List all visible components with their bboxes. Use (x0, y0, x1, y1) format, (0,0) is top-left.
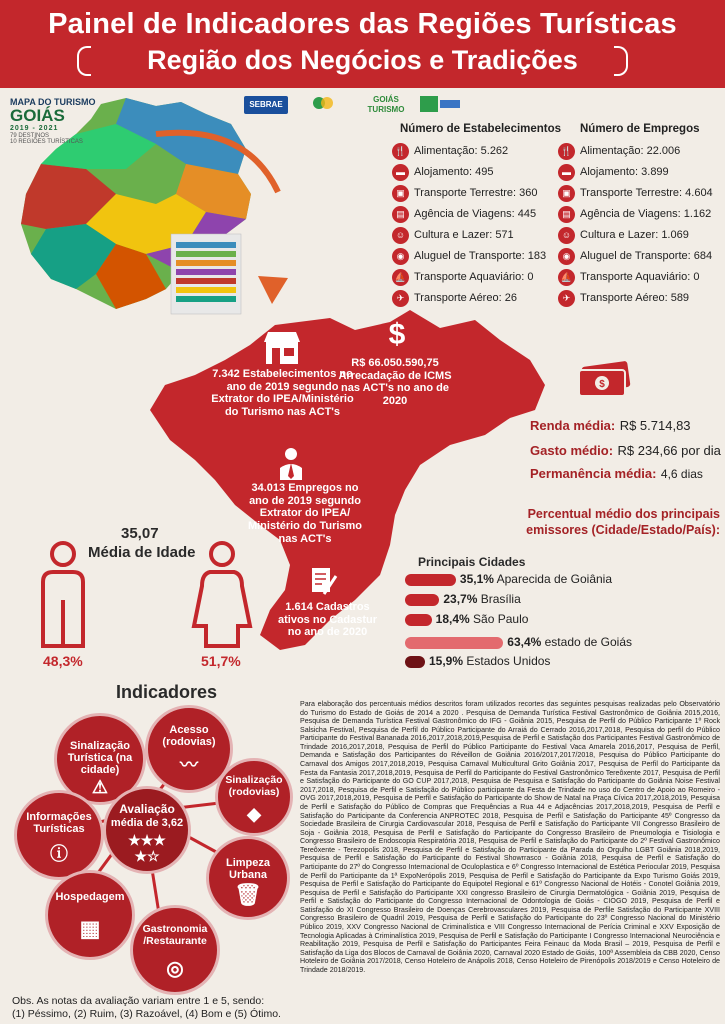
jobs-item (558, 226, 689, 244)
indicator-gastronomia-label: Gastronomia /Restaurante (142, 923, 208, 947)
indicators-obs-line2: (1) Péssimo, (2) Ruim, (3) Razoável, (4) Bom e (5) Ótimo. (12, 1008, 281, 1021)
sebrae-logo: SEBRAE (244, 96, 288, 114)
map-label-years: 2019 - 2021 (10, 125, 59, 133)
fork-knife-icon: 🍴 (558, 143, 575, 160)
warning-sign-icon: ⚠ (91, 777, 109, 797)
observatorio-logo (311, 94, 335, 112)
establishments-item (392, 184, 538, 202)
jobs-item-label: Agência de Viagens: 1.162 (580, 208, 712, 220)
permanencia-media (530, 465, 703, 483)
emitters-title (505, 507, 720, 538)
establishments-item-label: Alimentação: 5.262 (414, 145, 509, 157)
hotel-building-icon: ▦ (79, 916, 101, 941)
indicator-gastronomia (130, 905, 220, 995)
jobs-total-text: 34.013 Empregos no ano de 2019 segundo Extrator do IPEA/ Ministério do Turismo nas ACT's (247, 482, 363, 545)
country-name: Estados Unidos (463, 654, 551, 668)
indicator-informacoes (14, 790, 104, 880)
jobs-item-label: Transporte Aquaviário: 0 (580, 271, 700, 283)
emitters-title-line1: Percentual médio dos principais (527, 507, 720, 521)
tourism-map (6, 94, 296, 322)
form-pen-icon (310, 566, 338, 596)
indicator-limpeza-label: Limpeza Urbana (225, 857, 270, 882)
suitcase-icon: ▤ (558, 206, 575, 223)
map-label-regioes: 10 REGIÕES TURÍSTICAS (10, 138, 83, 145)
cities-title: Principais Cidades (418, 555, 526, 569)
gasto-medio (530, 442, 721, 460)
trash-can-icon: 🗑 (234, 882, 262, 907)
plane-icon: ✈ (392, 290, 409, 307)
establishments-item (392, 142, 508, 160)
establishments-item (392, 247, 546, 265)
female-figure-icon (190, 540, 254, 650)
male-figure-icon (33, 540, 93, 650)
jobs-item (558, 142, 680, 160)
map-label-goias: GOIÁS (10, 106, 65, 126)
evaluation-label: Avaliação (119, 802, 175, 816)
road-icon: 〰 (180, 755, 198, 775)
indicators-obs (12, 995, 281, 1021)
car-icon: ◉ (558, 248, 575, 265)
jobs-item-label: Alimentação: 22.006 (580, 145, 681, 157)
indicator-hospedagem-label: Hospedagem (55, 891, 125, 903)
indicator-informacoes-label: Informações Turísticas (26, 811, 92, 836)
store-icon (262, 330, 302, 366)
city-1-name: Brasília (477, 592, 521, 606)
indicator-acesso-label: Acesso (rodovias) (162, 724, 216, 749)
theater-icon: ☺ (558, 227, 575, 244)
cadastur-text: 1.614 Cadastros ativos no Cadastur no ano de 2020 (277, 601, 378, 639)
boat-icon: ⛵ (558, 269, 575, 286)
establishments-item (392, 163, 494, 181)
plate-cutlery-icon: ◎ (166, 958, 184, 980)
country-percent: 15,9% (429, 654, 464, 668)
bus-icon: ▣ (558, 185, 575, 202)
jobs-item (558, 163, 669, 181)
renda-label: Renda média: (530, 418, 616, 433)
establishments-item-label: Alojamento: 495 (414, 166, 494, 178)
jobs-item (558, 184, 713, 202)
goias-turismo-logo: GOIÁS TURISMO (367, 95, 405, 114)
map-title-block (10, 98, 96, 145)
establishments-item (392, 205, 536, 223)
renda-media (530, 417, 691, 435)
road-sign-icon: ◆ (247, 804, 261, 824)
svg-text:$: $ (599, 379, 605, 390)
establishments-list (392, 142, 562, 312)
gasto-value: R$ 234,66 por dia (617, 443, 721, 458)
establishments-item-label: Transporte Aéreo: 26 (414, 292, 517, 304)
establishments-item-label: Transporte Aquaviário: 0 (414, 271, 534, 283)
city-1-percent: 23,7% (443, 592, 478, 606)
indicator-sinalizacao-turistica-label: Sinalização Turística (na cidade) (67, 740, 133, 777)
star-rating-icon: ★★★ (128, 832, 166, 848)
female-percent: 51,7% (201, 653, 241, 669)
establishments-title: Número de Estabelecimentos (400, 123, 562, 135)
jobs-list (558, 142, 723, 312)
indicators-obs-line1: Obs. As notas da avaliação variam entre 1 e 5, sendo: (12, 995, 265, 1007)
indicator-hospedagem (45, 870, 135, 960)
establishments-total-text: 7.342 Estabelecimentos no ano de 2019 segundo Extrator do IPEA/Ministério do Turismo nas ACT's (211, 368, 354, 418)
male-percent: 48,3% (43, 653, 83, 669)
gasto-label: Gasto médio: (530, 443, 614, 458)
fork-knife-icon: 🍴 (392, 143, 409, 160)
indicator-avaliacao-center (103, 786, 191, 874)
bed-icon: ▬ (558, 164, 575, 181)
icms-text: R$ 66.050.590,75 Arrecadação de ICMS nas ACT's no ano de 2020 (338, 357, 452, 407)
boat-icon: ⛵ (392, 269, 409, 286)
establishments-item (392, 268, 533, 286)
plane-icon: ✈ (558, 290, 575, 307)
jobs-item-label: Aluguel de Transporte: 684 (580, 250, 713, 262)
indicator-sinalizacao-rodovias-label: Sinalização (rodovias) (225, 774, 283, 798)
suitcase-icon: ▤ (392, 206, 409, 223)
jobs-item-label: Transporte Terrestre: 4.604 (580, 187, 713, 199)
header-banner (0, 0, 725, 88)
jobs-title: Número de Empregos (580, 123, 700, 135)
evaluation-average: média de 3,62 (110, 817, 184, 829)
establishments-item-label: Aluguel de Transporte: 183 (414, 250, 547, 262)
page-subtitle: Região dos Negócios e Tradições (147, 45, 578, 75)
star-rating-half-icon: ★☆ (134, 848, 160, 864)
age-label: Média de Idade (88, 544, 196, 561)
jobs-item (558, 268, 699, 286)
jobs-item-label: Transporte Aéreo: 589 (580, 292, 690, 304)
establishments-item-label: Agência de Viagens: 445 (414, 208, 537, 220)
state-name: estado de Goiás (541, 635, 633, 649)
governo-goias-logo (418, 94, 462, 114)
businessman-icon (278, 446, 304, 480)
jobs-item (558, 289, 689, 307)
city-2-percent: 18,4% (435, 612, 470, 626)
dollar-icon: $ (388, 318, 406, 351)
jobs-item (558, 247, 712, 265)
jobs-item (558, 205, 711, 223)
establishments-item (392, 226, 514, 244)
establishments-item-label: Cultura e Lazer: 571 (414, 229, 514, 241)
map-label-mapa: MAPA DO TURISMO (10, 97, 96, 107)
jobs-item-label: Alojamento: 3.899 (580, 166, 669, 178)
car-icon: ◉ (392, 248, 409, 265)
jobs-item-label: Cultura e Lazer: 1.069 (580, 229, 689, 241)
bed-icon: ▬ (392, 164, 409, 181)
city-2-name: São Paulo (469, 612, 529, 626)
renda-value: R$ 5.714,83 (619, 418, 691, 433)
indicators-title: Indicadores (116, 682, 218, 702)
perm-label: Permanência média: (530, 466, 657, 481)
title-bracket-right (614, 46, 628, 76)
map-label-destinos: 79 DESTINOS (10, 132, 50, 139)
perm-value: 4,6 dias (660, 467, 703, 481)
page-title: Painel de Indicadores das Regiões Turísticas (48, 8, 677, 40)
city-0-name: Aparecida de Goiânia (493, 572, 613, 586)
sources-note: Para elaboração dos percentuais médios descritos foram utilizados recortes das seguintes pesquisas realizadas pelo Observatório do Turismo do Estado de Goiás de 2014 a 2020 . Pesquisa de Demanda Turística Festival Gastronômico de Goiânia 2015,2016, Pesquisa de Demanda Turística Festival Gastronômico do IFG - Goiânia 2015, Pesquisa de Perfil do Público Participante 1º Rock Salsicha Festival, Pesquisa de Perfil do Público Participante do Arraiá do Cerrado 2016,2017,2018, Pesquisa do perfil do Público Participante do Festival Bananada 2016,2017,2018,2019,Pesquisa de Perfil e Satisfação dos Participantes Festival Gastronômico de Trindade 2016,2017,2018, Pesquisa de Perfil do Público Participante do Festival Vaca Amarela 2016,2017, Pesquisa de Perfil, Demanda e Satisfação dos Participantes do Réveillon de Goiânia 2016/2017,2017/2018, Pesquisa do Público Participante do Carnaval dos Amigos 2017,2018,2019, Pesquisa Carnaval Multicultural Grito Goiânia 2017, Pesquisa de Perfil do Participante da Festa da Fantasia 2017,2018,2019, Pesquisa de Perfil do Participante do Festival Gastronômico Tereôxente 2017, Pesquisa de Perfil e Satisfação do Participante do GO CUP 2017,2018, Pesquisa de Pesquisa e Satisfação do Participante do Goiânia Noise Festival 2017,2018, Pesquisa de Perfil e Satisfação do Público participante da Festa de Trindade no uso do Centro de Apoio ao Romeiro - OVG 2017,2018,2019, Pesquisa de Perfil e Satisfação do Participante do Show de Natal na Praça Cívica 2017,2018,2019, Pesquisa de Perfil e Satisfação do Público de Compras que Frequências a Rua 44 e Adjacências 2017,2018,2019, Pesquisa de Perfil e Satisfação do Participante da Conferencia ANPROTEC 2018, Pesquisa de Perfil e Satisfação do Participante 45º Congresso da Sociedade Brasileira de Cirurgia Cardiovascular 2018, Pesquisa de Perfil e Satisfação do Participante VII Congresso Brasileiro de Soja - Goiânia 2018, Pesquisa de Perfil e Satisfação do Participante do Congresso Brasileiro de Pneumologia e Tisiologia e Congresso Brasileiro de Endoscopia Respiratória 2018, Pesquisa de Perfil e Satisfação do Participante do 2º Festival Gastronômico Tereôxente - Terezopolis 2018, Pesquisa de Perfil e Satisfação do Participante da Parada do Orgulho LGBT Goiânia 2018,2019, Pesquisa de Perfil e Satisfação do Participante do Festival Showrrasco - Goiânia 2018, Pesquisa de Perfil e Satisfação do Participante do 27º do Congresso Internacional de Oculoplastica e 6º Congresso Internacional de Estética Periocular 2019, Pesquisa de Perfil do Participante da 1ª ExpoNerópolis 2019, Pesquisa de Perfil e Satisfação do Participante da Expo Turismo Goiás 2019, Pesquisa de Perfil e Satisfação do Participante do Equipotel Regional e 61º Congresso Nacional de Hotéis - Conotel Goiânia 2019, Pesquisa de Perfil e Satisfação do Participante XXI congresso Brasileiro de Cirurgia Dermatológica - Goiânia 2019, Pesquisa de Perfil e Satisfação do Participante do Congresso Internacional de Odontologia de Goiás - CIOGO 2019, Pesquisa de Perfil e Satisfação do XI Congresso Brasileiro de Doenças Cerebrovasculares 2019, Pesquisa de Perfile Satisfação do Participante XVIII Congresso Brasileiro de Quadril 2019, Pesquisa de Perfil e Satisfação do Participante do 23º Congresso Nacional do Ministério Público 2019, XXV Congresso Nacional de Criminalística e VIII Congresso Internacional de Perícia Criminal e XXV Exposição de Tecnologia Aplicadas à Criminalística 2019, Pesquisa de Perfil e Satisfação do Participante I Congresso Internacional Neurociência e Reabilitação 2019, Pesquisa de Perfil e Satisfação do Participantes Feira Feinauc da Moda Brasil – 2019, Pesquisa de Perfil e Satisfação da Liga dos Blocos de Carnaval de Goiânia 2020, Carnaval 2020 Estado de Goiás, 100ª Assembleia da CBB 2020, Censo Hoteleiro de Goiânia 2017/2018, Censo Hoteleiro de Anápolis 2018, Censo Hoteleiro de Pirenópolis 2018/2019 e Censo Hoteleiro de Trindade 2018/2019. (300, 700, 720, 974)
establishments-item-label: Transporte Terrestre: 360 (414, 187, 538, 199)
bus-icon: ▣ (392, 185, 409, 202)
info-icon: ⓘ (50, 844, 68, 864)
indicator-sinalizacao-rodovias (215, 758, 293, 836)
money-icon (575, 360, 635, 400)
theater-icon: ☺ (392, 227, 409, 244)
state-percent: 63,4% (507, 635, 542, 649)
age-value: 35,07 (121, 525, 159, 542)
indicator-limpeza (206, 836, 290, 920)
city-0-percent: 35,1% (459, 572, 494, 586)
emitters-title-line2: emissores (Cidade/Estado/País): (526, 522, 720, 537)
